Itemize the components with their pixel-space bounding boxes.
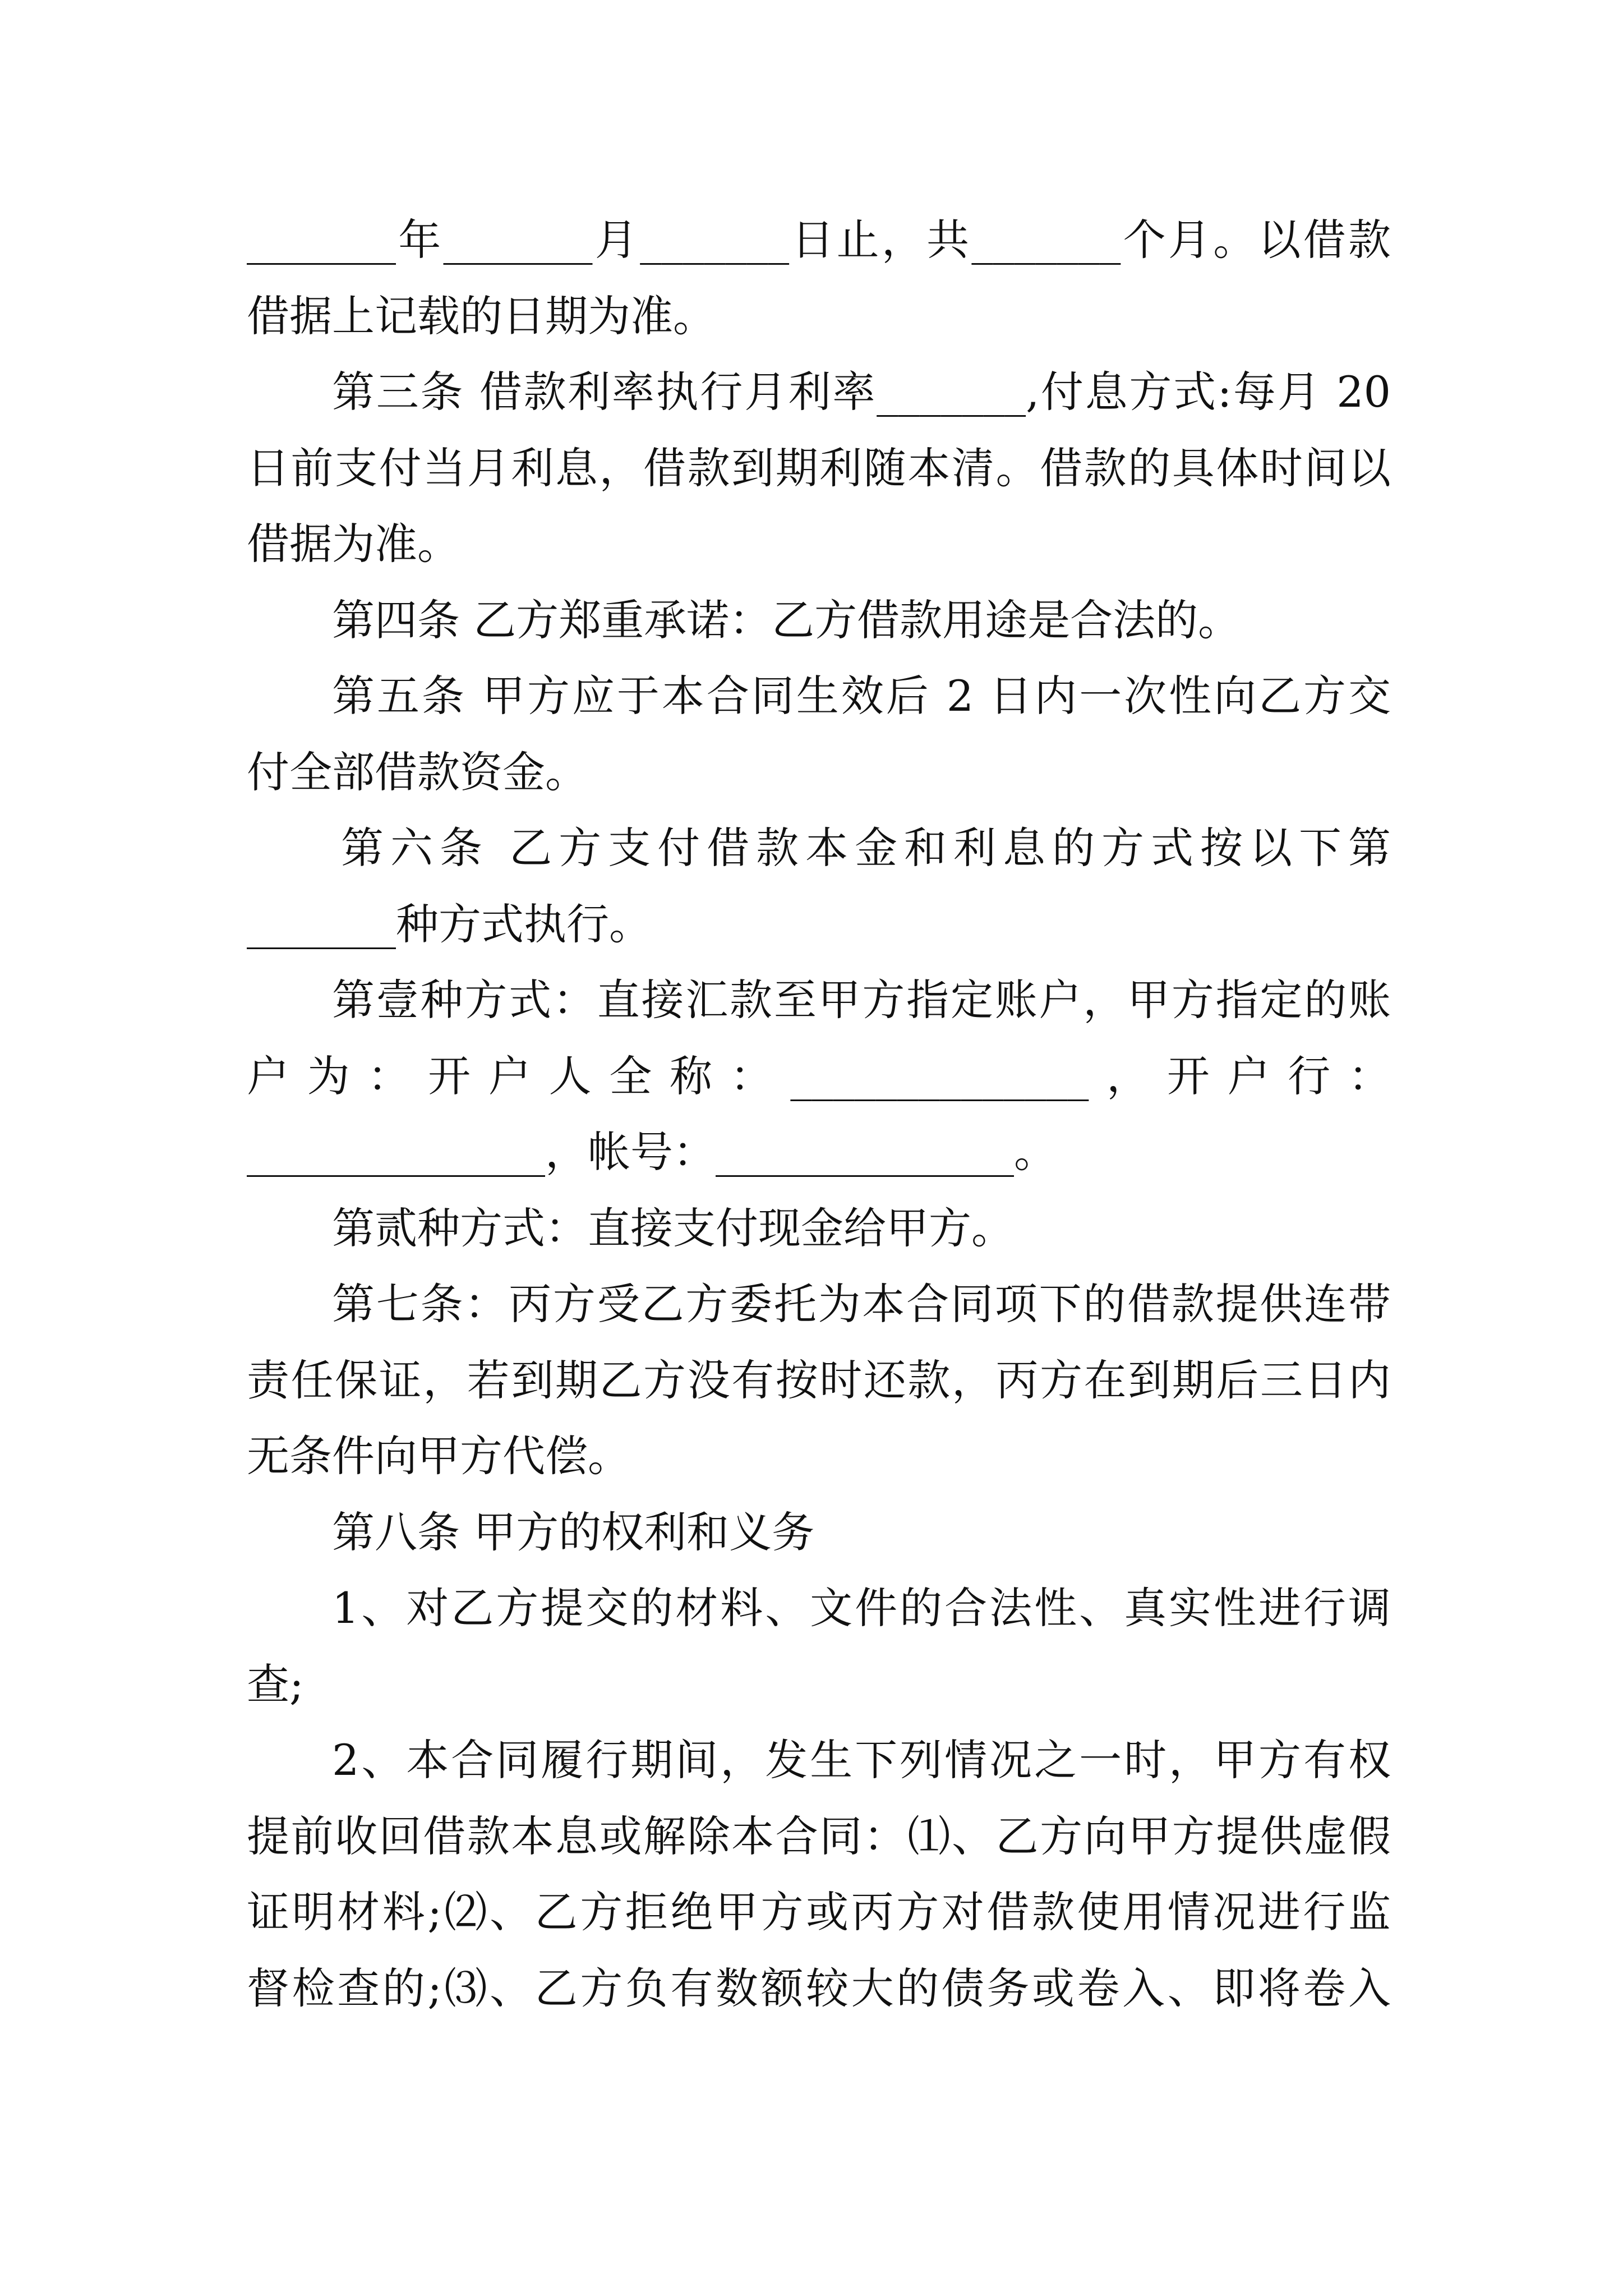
account-holder-line: 户为：开户人全称：______________，开户行： (247, 1051, 1391, 1101)
text-line: 督检查的;⑶、乙方负有数额较大的债务或卷入、即将卷入 (247, 1963, 1391, 2013)
text-line: 借据为准。 (247, 519, 460, 569)
contract-body (247, 202, 1391, 2026)
text-line: 无条件向甲方代偿。 (247, 1431, 630, 1481)
text-line: 查; (247, 1659, 304, 1709)
text-line: 责任保证，若到期乙方没有按时还款，丙方在到期后三日内 (247, 1355, 1391, 1405)
clause-6-line: 第六条 乙方支付借款本金和利息的方式按以下第 (341, 823, 1391, 873)
text-line: 证明材料;⑵、乙方拒绝甲方或丙方对借款使用情况进行监 (247, 1887, 1391, 1937)
item-2-line: 2、本合同履行期间，发生下列情况之一时，甲方有权 (332, 1735, 1391, 1785)
clause-7-line: 第七条：丙方受乙方委托为本合同项下的借款提供连带 (332, 1279, 1391, 1329)
clause-8-heading: 第八条 甲方的权利和义务 (332, 1507, 815, 1557)
text-line: _______种方式执行。 (247, 899, 652, 949)
clause-5-line: 第五条 甲方应于本合同生效后 2 日内一次性向乙方交 (332, 671, 1391, 721)
text-line: 借据上记载的日期为准。 (247, 291, 716, 341)
clause-3-line: 第三条 借款利率执行月利率_______,付息方式:每月 20 (332, 367, 1391, 417)
text-line: _______年_______月_______日止，共_______个月。以借款 (247, 215, 1391, 265)
text-line: 日前支付当月利息，借款到期利随本清。借款的具体时间以 (247, 443, 1391, 493)
account-number-line: ______________，帐号：______________。 (247, 1127, 1057, 1177)
clause-4-line: 第四条 乙方郑重承诺：乙方借款用途是合法的。 (332, 595, 1241, 645)
text-line: 提前收回借款本息或解除本合同：⑴、乙方向甲方提供虚假 (247, 1811, 1391, 1861)
text-line: 付全部借款资金。 (247, 747, 588, 797)
method-2-line: 第贰种方式：直接支付现金给甲方。 (332, 1203, 1014, 1253)
method-1-line: 第壹种方式：直接汇款至甲方指定账户，甲方指定的账 (332, 975, 1391, 1025)
item-1-line: 1、对乙方提交的材料、文件的合法性、真实性进行调 (332, 1583, 1391, 1633)
